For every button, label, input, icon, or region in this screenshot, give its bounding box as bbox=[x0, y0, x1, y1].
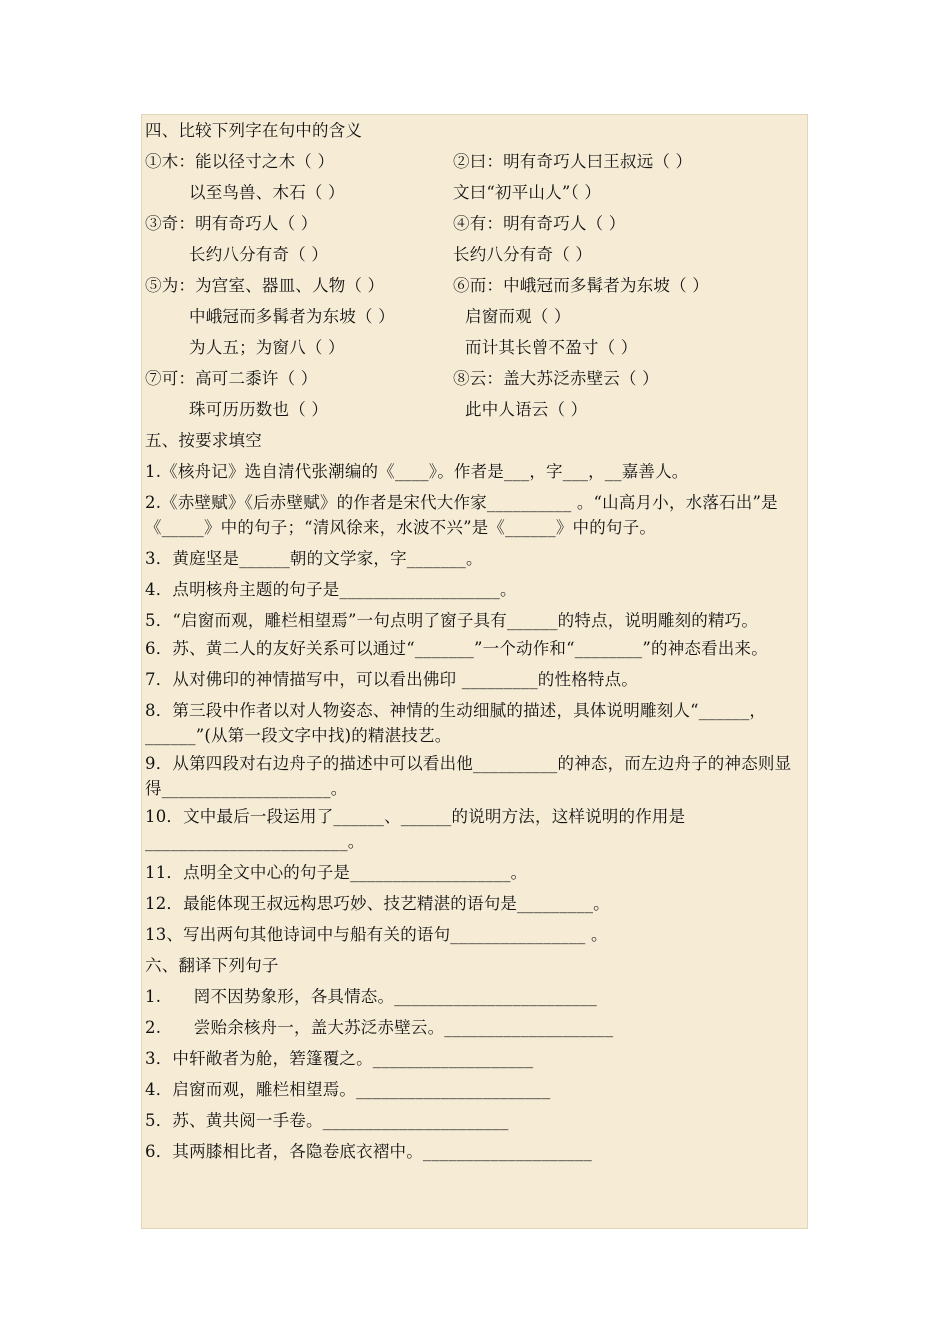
compare-item: 珠可历历数也（ ） bbox=[189, 400, 329, 419]
compare-row bbox=[145, 208, 807, 239]
compare-row bbox=[145, 177, 807, 208]
fill-item: 6．苏、黄二人的友好关系可以通过“_______”一个动作和“________”的神态看出来。 bbox=[145, 639, 768, 658]
translate-item: 6．其两膝相比者，各隐卷底衣褶中。____________________ bbox=[145, 1142, 592, 1161]
worksheet bbox=[141, 114, 808, 1229]
compare-row bbox=[145, 301, 807, 332]
compare-row bbox=[145, 394, 807, 425]
section-6-heading: 六、翻译下列句子 bbox=[145, 956, 279, 975]
fill-item: 7．从对佛印的神情描写中，可以看出佛印 _________的性格特点。 bbox=[145, 670, 638, 689]
translate-item: 3．中轩敞者为舱，箬篷覆之。___________________ bbox=[145, 1049, 534, 1068]
compare-item: 启窗而观（ ） bbox=[465, 307, 571, 326]
compare-item: ①木：能以径寸之木（ ） bbox=[145, 152, 335, 171]
compare-item: ⑤为：为宫室、器皿、人物（ ） bbox=[145, 276, 385, 295]
compare-row bbox=[145, 332, 807, 363]
fill-item: 11．点明全文中心的句子是___________________。 bbox=[145, 863, 528, 882]
compare-item: ②曰：明有奇巧人曰王叔远（ ） bbox=[453, 152, 693, 171]
compare-item: ⑥而：中峨冠而多髯者为东坡（ ） bbox=[453, 276, 709, 295]
compare-item: 以至鸟兽、木石（ ） bbox=[189, 183, 345, 202]
compare-row bbox=[145, 239, 807, 270]
fill-item: 13、写出两句其他诗词中与船有关的语句________________ 。 bbox=[145, 925, 608, 944]
compare-item: 中峨冠而多髯者为东坡（ ） bbox=[189, 307, 395, 326]
fill-item: 2.《赤壁赋》《后赤壁赋》的作者是宋代大作家__________ 。“山高月小，水落石出”是《_____》中的句子；“清风徐来，水波不兴”是《______》中的句子。 bbox=[145, 493, 778, 537]
compare-item: ⑧云：盖大苏泛赤壁云（ ） bbox=[453, 369, 659, 388]
fill-item: 5．“启窗而观，雕栏相望焉”一句点明了窗子具有______的特点，说明雕刻的精巧。 bbox=[145, 611, 759, 630]
compare-item: ④有：明有奇巧人（ ） bbox=[453, 214, 626, 233]
section-4-heading: 四、比较下列字在句中的含义 bbox=[145, 121, 363, 140]
fill-item: 3．黄庭坚是______朝的文学家，字_______。 bbox=[145, 549, 483, 568]
compare-item: ③奇：明有奇巧人（ ） bbox=[145, 214, 318, 233]
compare-item: 为人五；为窗八（ ） bbox=[189, 338, 345, 357]
translate-item: 1. 罔不因势象形，各具情态。________________________ bbox=[145, 987, 598, 1006]
section-5-heading: 五、按要求填空 bbox=[145, 431, 262, 450]
compare-item: 长约八分有奇（ ） bbox=[189, 245, 329, 264]
compare-item: ⑦可：高可二黍许（ ） bbox=[145, 369, 318, 388]
compare-item: 此中人语云（ ） bbox=[465, 400, 588, 419]
fill-item: 10．文中最后一段运用了______、______的说明方法，这样说明的作用是________________________。 bbox=[145, 807, 686, 851]
fill-item: 12．最能体现王叔远构思巧妙、技艺精湛的语句是_________。 bbox=[145, 894, 610, 913]
compare-row bbox=[145, 270, 807, 301]
compare-item: 文曰“初平山人”（ ） bbox=[453, 183, 602, 202]
fill-item: 1.《核舟记》选自清代张潮编的《____》。作者是___，字___，__嘉善人。 bbox=[145, 462, 689, 481]
fill-item: 8．第三段中作者以对人物姿态、神情的生动细腻的描述，具体说明雕刻人“______，______”(从第一段文字中找)的精湛技艺。 bbox=[145, 701, 767, 745]
compare-item: 而计其长曾不盈寸（ ） bbox=[465, 338, 638, 357]
fill-item: 9．从第四段对右边舟子的描述中可以看出他__________的神态，而左边舟子的神态则显得____________________。 bbox=[145, 754, 792, 798]
translate-item: 4．启窗而观，雕栏相望焉。_______________________ bbox=[145, 1080, 551, 1099]
compare-row bbox=[145, 363, 807, 394]
compare-item: 长约八分有奇（ ） bbox=[453, 245, 593, 264]
compare-row bbox=[145, 146, 807, 177]
translate-item: 2. 尝贻余核舟一，盖大苏泛赤壁云。____________________ bbox=[145, 1018, 614, 1037]
fill-item: 4．点明核舟主题的句子是___________________。 bbox=[145, 580, 517, 599]
translate-item: 5．苏、黄共阅一手卷。______________________ bbox=[145, 1111, 509, 1130]
